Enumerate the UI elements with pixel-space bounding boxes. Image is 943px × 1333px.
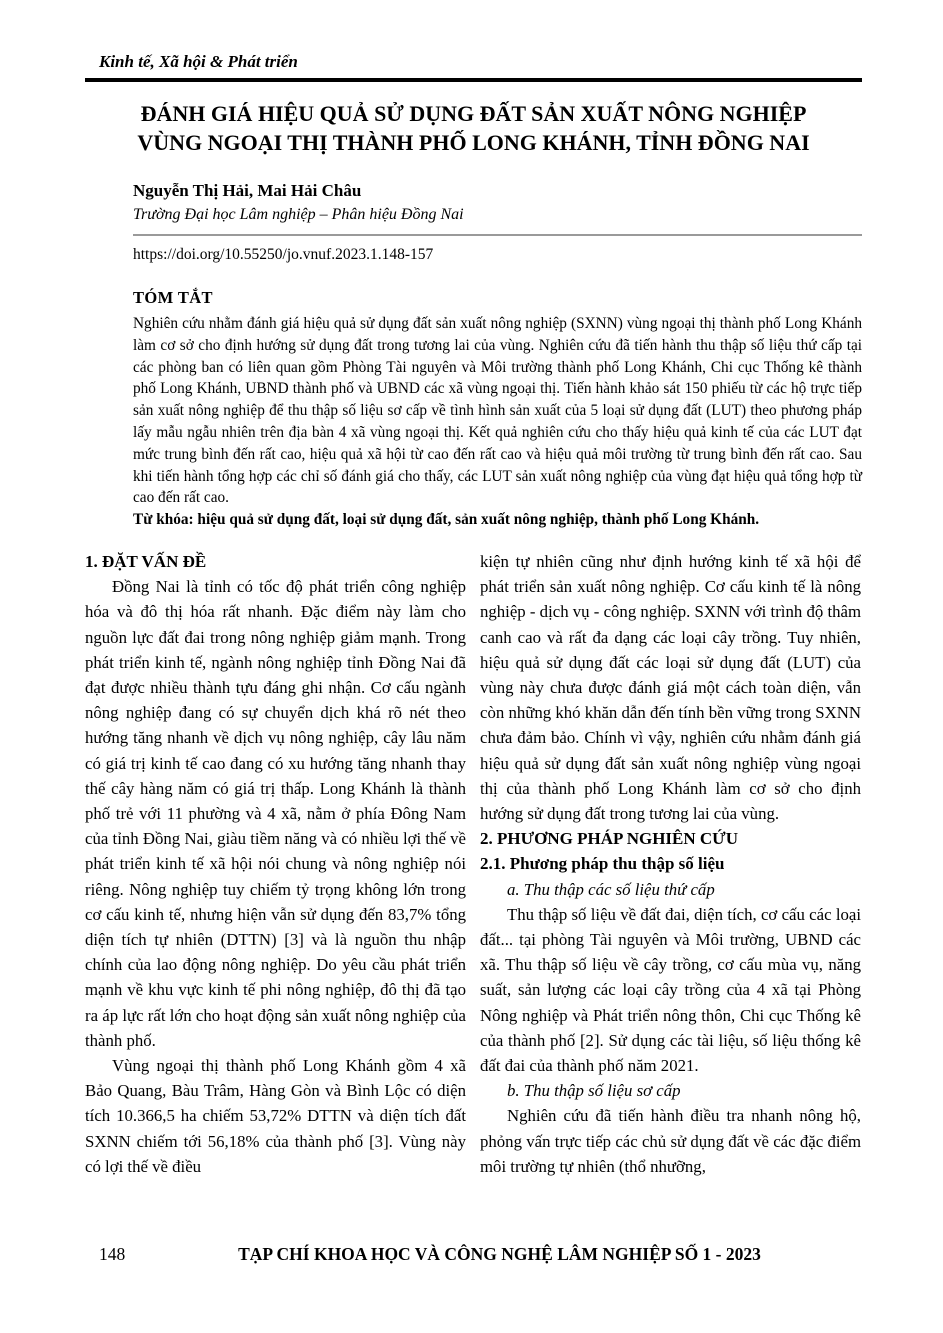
left-column — [85, 549, 466, 1243]
front-matter — [133, 180, 862, 531]
section-1-paragraph: Đồng Nai là tỉnh có tốc độ phát triển công nghiệp hóa và đô thị hóa rất nhanh. Đặc điểm này làm cho nguồn lực đất đai trong nông nghiệp giảm mạnh. Trong phát triển kinh tế, ngành nông nghiệp tỉnh Đồng Nai đã đạt được nhiều thành tựu đáng ghi nhận. Cơ cấu ngành nông nghiệp đang có sự chuyển dịch khá rõ nét theo hướng tăng nhanh về dịch vụ nông nghiệp, cây lâu năm có giá trị kinh tế cao đang có xu hướng tăng nhanh thay thế cây hàng năm có giá trị thấp. Long Khánh là thành phố trẻ với 11 phường và 4 xã, nằm ở phía Đông Nam của tỉnh Đồng Nai, giàu tiềm năng và có nhiều lợi thế về phát triển kinh tế xã hội nói chung và nông nghiệp nói riêng. Nông nghiệp tuy chiếm tỷ trọng không lớn trong cơ cấu kinh tế, nhưng hiện vẫn sử dụng đến 83,7% tổng diện tích tự nhiên (DTTN) [3] và là nguồn thu nhập chính của lao động nông nghiệp. Do yêu cầu phát triển mạnh về khu vực kinh tế phi nông nghiệp, đô thị đã tạo ra áp lực rất lớn cho hoạt động sản xuất nông nghiệp của thành phố. — [85, 577, 466, 1050]
subsection-b-paragraph: Nghiên cứu đã tiến hành điều tra nhanh nông hộ, phỏng vấn trực tiếp các chủ sử dụng đất về các đặc điểm môi trường tự nhiên (thổ nhưỡng, — [480, 1106, 861, 1176]
abstract-heading: TÓM TẮT — [133, 288, 213, 307]
subsection-b-heading: b. Thu thập số liệu sơ cấp — [507, 1081, 681, 1101]
subsection-a-heading: a. Thu thập các số liệu thứ cấp — [507, 879, 715, 899]
page-number: 148 — [99, 1244, 126, 1264]
article-title-line-1: ĐÁNH GIÁ HIỆU QUẢ SỬ DỤNG ĐẤT SẢN XUẤT NÔNG NGHIỆP — [140, 101, 807, 126]
body-columns — [85, 549, 862, 1243]
affiliation: Trường Đại học Lâm nghiệp – Phân hiệu Đồng Nai — [133, 206, 464, 223]
front-matter-rule — [133, 234, 862, 236]
authors: Nguyễn Thị Hải, Mai Hải Châu — [133, 181, 362, 200]
abstract-body: Nghiên cứu nhằm đánh giá hiệu quả sử dụng đất sản xuất nông nghiệp (SXNN) vùng ngoại thị thành phố Long Khánh làm cơ sở cho định hướng sử dụng đất trong tương lai của vùng. Nghiên cứu đã tiến hành thu thập số liệu thứ cấp tại các phòng ban có liên quan gồm Phòng Tài nguyên và Môi trường thành phố Long Khánh, Chi cục Thống kê thành phố Long Khánh, UBND thành phố và UBND các xã vùng ngoại thị. Tiến hành khảo sát 150 phiếu từ các hộ trực tiếp sản xuất nông nghiệp để thu thập số liệu sơ cấp về tình hình sản xuất của 5 loại sử dụng đất (LUT) theo phương pháp lấy mẫu ngẫu nhiên trên địa bàn 4 xã vùng ngoại thị. Kết quả nghiên cứu cho thấy hiệu quả kinh tế của các LUT đạt mức trung bình đến rất cao, hiệu quả xã hội từ cao đến rất cao và hiệu quả môi trường từ trung bình đến rất cao. Sau khi tiến hành tổng hợp các chỉ số đánh giá cho thấy, các LUT sản xuất nông nghiệp của vùng đạt hiệu quả tổng hợp từ cao đến rất cao. — [133, 315, 862, 507]
doi-text: https://doi.org/10.55250/jo.vnuf.2023.1.148-157 — [133, 246, 434, 263]
section-1-paragraph: Vùng ngoại thị thành phố Long Khánh gồm 4 xã Bảo Quang, Bàu Trâm, Hàng Gòn và Bình Lộc có diện tích 10.366,5 ha chiếm 53,72% DTTN và diện tích đất SXNN chiếm tới 56,18% của thành phố [3]. Vùng này có lợi thế về điều — [85, 1056, 466, 1176]
section-1-heading: 1. ĐẶT VẤN ĐỀ — [85, 551, 207, 571]
running-head: Kinh tế, Xã hội & Phát triển — [99, 52, 298, 71]
footer-journal-title: TẠP CHÍ KHOA HỌC VÀ CÔNG NGHỆ LÂM NGHIỆP SỐ 1 - 2023 — [238, 1244, 761, 1264]
article-title-line-2: VÙNG NGOẠI THỊ THÀNH PHỐ LONG KHÁNH, TỈNH ĐỒNG NAI — [137, 130, 810, 155]
header-rule — [85, 78, 862, 82]
section-2-1-heading: 2.1. Phương pháp thu thập số liệu — [480, 854, 725, 874]
section-2-heading: 2. PHƯƠNG PHÁP NGHIÊN CỨU — [480, 829, 738, 849]
article-title — [85, 99, 862, 157]
page-footer — [85, 1244, 862, 1265]
right-column — [480, 549, 861, 1243]
section-1-continuation: kiện tự nhiên cũng như định hướng kinh tế xã hội để phát triển sản xuất nông nghiệp. Cơ cấu kinh tế là nông nghiệp - dịch vụ - công nghiệp. SXNN với trình độ thâm canh cao và rất đa dạng các loại cây trồng. Tuy nhiên, hiệu quả sử dụng đất các loại sử dụng đất (LUT) của vùng này chưa được đánh giá một cách toàn diện, vẫn còn những khó khăn dẫn đến tính bền vững trong SXNN chưa đảm bảo. Chính vì vậy, nghiên cứu nhằm đánh giá hiệu quả sử dụng đất sản xuất nông nghiệp vùng ngoại thị của thành phố Long Khánh làm cơ sở cho định hướng sử dụng đất trong tương lai của vùng. — [480, 551, 861, 823]
keywords-line: Từ khóa: hiệu quả sử dụng đất, loại sử dụng đất, sản xuất nông nghiệp, thành phố Long Khánh. — [133, 511, 760, 529]
subsection-a-paragraph: Thu thập số liệu về đất đai, diện tích, cơ cấu các loại đất... tại phòng Tài nguyên và Môi trường, UBND các xã. Thu thập số liệu về cây trồng, cơ cấu mùa vụ, năng suất, sản lượng các loại cây trồng của 4 xã tại Phòng Nông nghiệp và Phát triển nông thôn, Chi cục Thống kê của thành phố [2]. Sử dụng các tài liệu, số liệu thống kê đất đai của thành phố năm 2021. — [480, 904, 861, 1076]
